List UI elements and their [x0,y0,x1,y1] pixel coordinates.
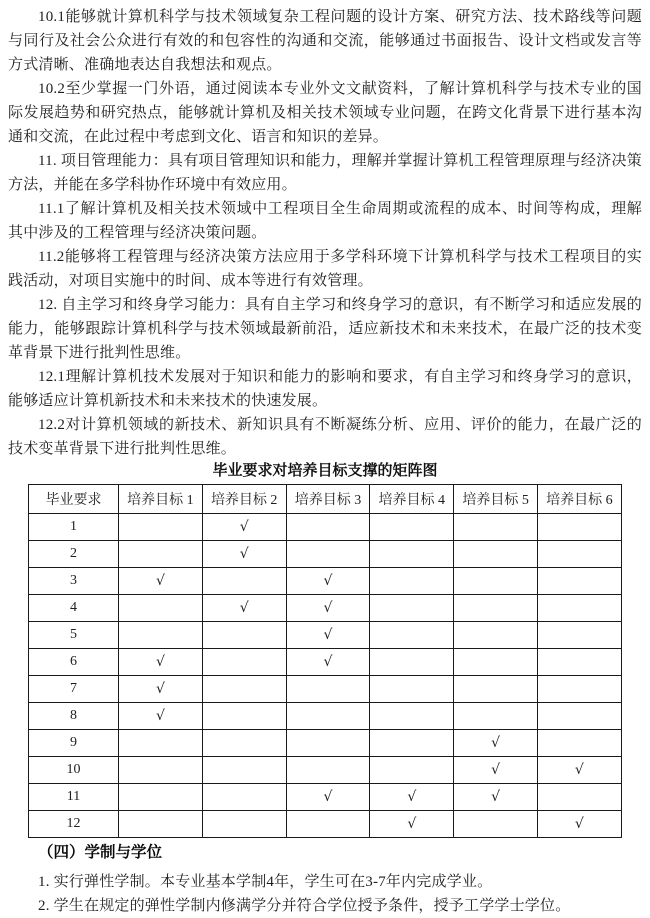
empty-cell [537,649,621,676]
matrix-row-8 [29,703,622,730]
body-paragraph: 12. 自主学习和终身学习能力：具有自主学习和终身学习的意识，有不断学习和适应发展的能力，能够跟踪计算机科学与技术领域最新前沿，适应新技术和未来技术，在最广泛的技术变革背景下进行批判性思维。 [8,297,642,361]
empty-cell [454,514,538,541]
empty-cell [286,757,370,784]
row-number-cell: 6 [29,649,119,676]
empty-cell [202,568,286,595]
column-header-objective-1: 培养目标 1 [119,485,203,514]
empty-cell [119,757,203,784]
empty-cell [202,784,286,811]
empty-cell [370,730,454,757]
empty-cell [202,703,286,730]
empty-cell [537,622,621,649]
empty-cell [537,514,621,541]
check-mark-cell: √ [286,649,370,676]
matrix-row-2 [29,541,622,568]
empty-cell [370,649,454,676]
check-mark-cell: √ [537,811,621,838]
check-mark-cell: √ [454,784,538,811]
check-mark-cell: √ [286,784,370,811]
check-mark-cell: √ [286,622,370,649]
row-number-cell: 4 [29,595,119,622]
row-number-cell: 5 [29,622,119,649]
check-mark-cell: √ [454,757,538,784]
matrix-row-9 [29,730,622,757]
empty-cell [202,676,286,703]
row-number-cell: 1 [29,514,119,541]
body-paragraph: 11.2能够将工程管理与经济决策方法应用于多学科环境下计算机科学与技术工程项目的实践活动，对项目实施中的时间、成本等进行有效管理。 [8,249,642,289]
row-number-cell: 8 [29,703,119,730]
body-text-block [8,5,642,461]
empty-cell [370,595,454,622]
body-paragraph: 12.1理解计算机技术发展对于知识和能力的影响和要求，有自主学习和终身学习的意识，能够适应计算机新技术和未来技术的快速发展。 [8,369,642,409]
empty-cell [454,811,538,838]
empty-cell [202,622,286,649]
row-number-cell: 3 [29,568,119,595]
check-mark-cell: √ [454,730,538,757]
column-header-objective-5: 培养目标 5 [454,485,538,514]
empty-cell [370,514,454,541]
empty-cell [286,730,370,757]
empty-cell [454,703,538,730]
row-number-cell: 2 [29,541,119,568]
empty-cell [119,595,203,622]
matrix-row-6 [29,649,622,676]
check-mark-cell: √ [202,541,286,568]
empty-cell [119,514,203,541]
check-mark-cell: √ [202,514,286,541]
matrix-row-10 [29,757,622,784]
list-item: 1. 实行弹性学制。本专业基本学制4年，学生可在3-7年内完成学业。 [38,874,493,890]
row-number-cell: 12 [29,811,119,838]
empty-cell [202,730,286,757]
empty-cell [286,541,370,568]
empty-cell [119,784,203,811]
check-mark-cell: √ [286,568,370,595]
empty-cell [537,703,621,730]
empty-cell [454,622,538,649]
matrix-table-title: 毕业要求对培养目标支撑的矩阵图 [212,462,438,479]
row-number-cell: 11 [29,784,119,811]
section-heading: （四）学制与学位 [38,844,163,861]
body-paragraph: 11. 项目管理能力：具有项目管理知识和能力，理解并掌握计算机工程管理原理与经济决策方法，并能在多学科协作环境中有效应用。 [8,153,642,193]
row-number-cell: 7 [29,676,119,703]
empty-cell [537,676,621,703]
check-mark-cell: √ [370,811,454,838]
column-header-objective-4: 培养目标 4 [370,485,454,514]
empty-cell [202,757,286,784]
empty-cell [537,541,621,568]
row-number-cell: 9 [29,730,119,757]
matrix-row-1 [29,514,622,541]
column-header-objective-6: 培养目标 6 [537,485,621,514]
row-number-cell: 10 [29,757,119,784]
matrix-row-12 [29,811,622,838]
empty-cell [202,649,286,676]
matrix-row-3 [29,568,622,595]
empty-cell [370,676,454,703]
empty-cell [286,676,370,703]
matrix-row-7 [29,676,622,703]
check-mark-cell: √ [119,649,203,676]
empty-cell [286,703,370,730]
matrix-table [28,484,622,838]
check-mark-cell: √ [119,703,203,730]
matrix-row-5 [29,622,622,649]
matrix-row-11 [29,784,622,811]
body-paragraph: 12.2对计算机领域的新技术、新知识具有不断凝练分析、应用、评价的能力，在最广泛的技术变革背景下进行批判性思维。 [8,417,642,457]
empty-cell [370,568,454,595]
empty-cell [537,784,621,811]
matrix-row-4 [29,595,622,622]
empty-cell [537,595,621,622]
check-mark-cell: √ [370,784,454,811]
empty-cell [286,514,370,541]
empty-cell [454,676,538,703]
check-mark-cell: √ [202,595,286,622]
matrix-header-row [29,485,622,514]
column-header-requirement: 毕业要求 [29,485,119,514]
column-header-objective-3: 培养目标 3 [286,485,370,514]
body-paragraph: 10.1能够就计算机科学与技术领域复杂工程问题的设计方案、研究方法、技术路线等问题与同行及社会公众进行有效的和包容性的沟通和交流，能够通过书面报告、设计文档或发言等方式清晰、准确地表达自我想法和观点。 [8,9,642,73]
check-mark-cell: √ [537,757,621,784]
empty-cell [370,757,454,784]
empty-cell [202,811,286,838]
empty-cell [370,622,454,649]
empty-cell [286,811,370,838]
section-list [8,870,642,918]
empty-cell [454,541,538,568]
empty-cell [454,568,538,595]
empty-cell [119,730,203,757]
check-mark-cell: √ [119,568,203,595]
column-header-objective-2: 培养目标 2 [202,485,286,514]
empty-cell [537,568,621,595]
empty-cell [119,541,203,568]
list-item: 2. 学生在规定的弹性学制内修满学分并符合学位授予条件，授予工学学士学位。 [38,898,571,914]
body-paragraph: 10.2至少掌握一门外语，通过阅读本专业外文文献资料，了解计算机科学与技术专业的国际发展趋势和研究热点，能够就计算机及相关技术领域专业问题，在跨文化背景下进行基本沟通和交流，在此过程中考虑到文化、语言和知识的差异。 [8,81,642,145]
empty-cell [537,730,621,757]
empty-cell [119,622,203,649]
check-mark-cell: √ [286,595,370,622]
empty-cell [119,811,203,838]
check-mark-cell: √ [119,676,203,703]
body-paragraph: 11.1了解计算机及相关技术领域中工程项目全生命周期或流程的成本、时间等构成，理解其中涉及的工程管理与经济决策问题。 [8,201,642,241]
empty-cell [454,649,538,676]
empty-cell [454,595,538,622]
empty-cell [370,703,454,730]
empty-cell [370,541,454,568]
